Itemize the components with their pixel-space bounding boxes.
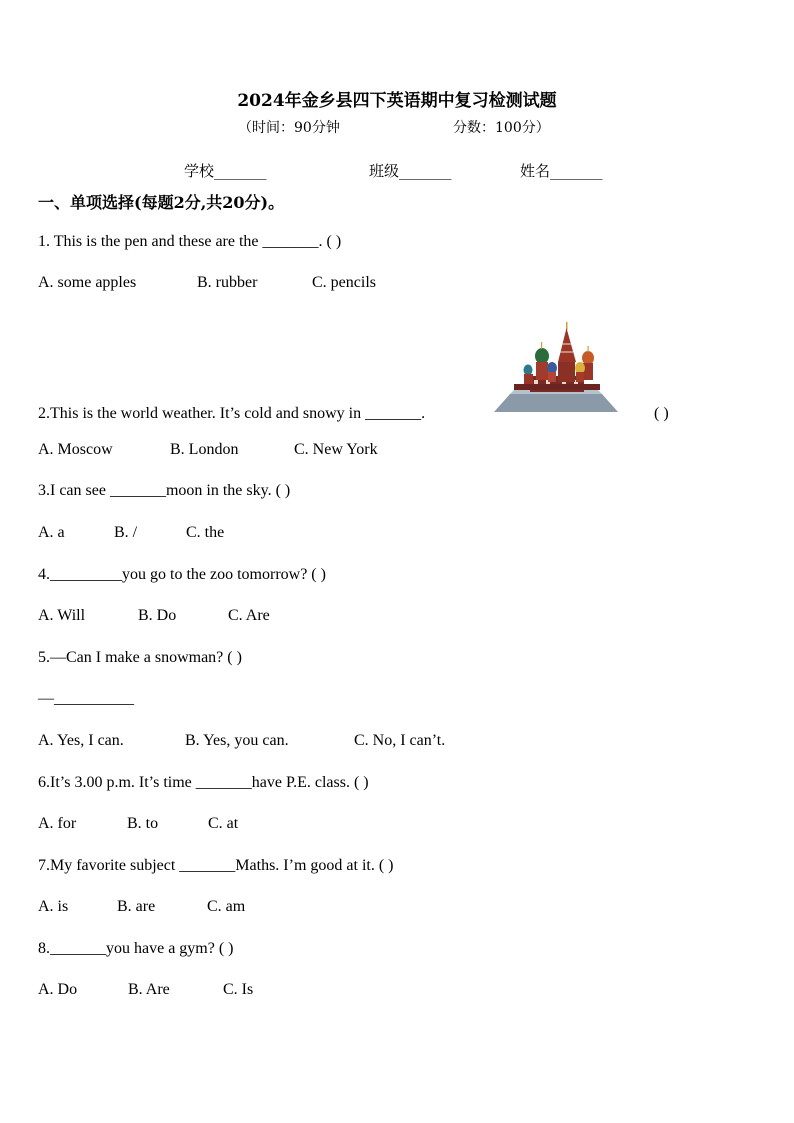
question-1: 1. This is the pen and these are the _______. ( ) [38,233,342,250]
q4-option-b: B. Do [138,607,177,624]
q3-option-c: C. the [186,524,225,541]
q5-option-c: C. No, I can’t. [354,732,446,749]
q8-option-c: C. Is [223,981,254,998]
q2-option-c: C. New York [294,441,378,458]
q5-option-a: A. Yes, I can. [38,732,124,749]
question-5: 5.—Can I make a snowman? ( ) [38,649,242,666]
q6-option-a: A. for [38,815,77,832]
q3-option-a: A. a [38,524,65,541]
q7-option-c: C. am [207,898,246,915]
q5-option-b: B. Yes, you can. [185,732,289,749]
exam-time: （时间：90分钟 [238,120,340,136]
q7-option-a: A. is [38,898,69,915]
class-field: 班级_______ [369,162,452,180]
q3-option-b: B. / [114,524,138,541]
q7-option-b: B. are [117,898,156,915]
q4-option-a: A. Will [38,607,86,624]
q4-option-c: C. Are [228,607,270,624]
moscow-cathedral-image [494,312,618,412]
q2-option-a: A. Moscow [38,441,113,458]
q8-option-b: B. Are [128,981,170,998]
question-2: 2.This is the world weather. It’s cold and snowy in _______. [38,405,426,422]
q2-option-b: B. London [170,441,239,458]
section-title: 一、单项选择(每题2分,共20分)。 [38,193,285,212]
exam-score: 分数：100分） [453,120,550,136]
q1-option-a: A. some apples [38,274,137,291]
question-6: 6.It’s 3.00 p.m. It’s time _______have P.E. class. ( ) [38,774,369,791]
school-field: 学校_______ [184,162,267,180]
q1-option-b: B. rubber [197,274,258,291]
q1-option-c: C. pencils [312,274,376,291]
q6-option-b: B. to [127,815,159,832]
q6-option-c: C. at [208,815,239,832]
q2-answer-bracket: ( ) [654,405,669,422]
q5-answer-line: —__________ [38,690,134,707]
name-field: 姓名_______ [520,162,603,180]
q8-option-a: A. Do [38,981,78,998]
question-4: 4._________you go to the zoo tomorrow? ( ) [38,566,326,583]
question-7: 7.My favorite subject _______Maths. I’m good at it. ( ) [38,857,394,874]
question-3: 3.I can see _______moon in the sky. ( ) [38,482,291,499]
question-8: 8._______you have a gym? ( ) [38,940,234,957]
page-title: 2024年金乡县四下英语期中复习检测试题 [237,91,557,111]
